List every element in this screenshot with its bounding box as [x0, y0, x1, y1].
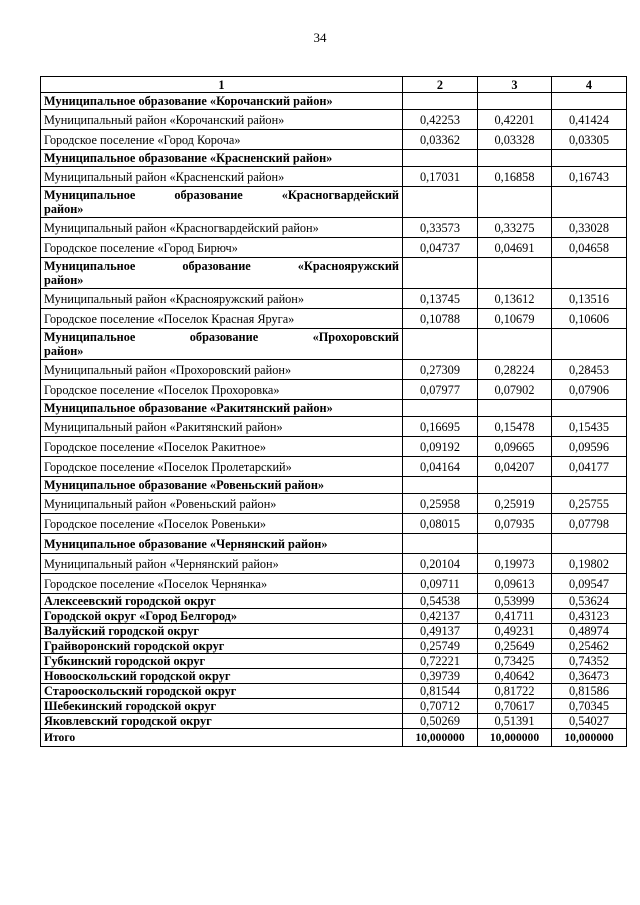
value-col-2: 0,72221 — [403, 654, 478, 669]
value-col-3: 0,15478 — [478, 417, 552, 437]
empty-cell — [403, 477, 478, 494]
value-col-3: 10,000000 — [478, 729, 552, 747]
value-col-2: 0,39739 — [403, 669, 478, 684]
section-title — [41, 150, 403, 167]
section-title — [41, 329, 403, 360]
section-title-line: район» — [44, 202, 84, 216]
header-col-3: 3 — [478, 77, 552, 93]
empty-cell — [478, 329, 552, 360]
value-col-4: 0,81586 — [552, 684, 627, 699]
value-col-4: 0,15435 — [552, 417, 627, 437]
total-row — [41, 729, 627, 747]
section-title — [41, 534, 403, 554]
row-label: Старооскольский городской округ — [41, 684, 403, 699]
empty-cell — [552, 150, 627, 167]
section-title-line: Муниципальное образование «Ракитянский район» — [44, 401, 333, 415]
value-col-3: 0,07902 — [478, 380, 552, 400]
value-col-2: 0,07977 — [403, 380, 478, 400]
section-title-line: Муниципальное образование «Прохоровский — [44, 330, 399, 344]
empty-cell — [552, 329, 627, 360]
value-col-3: 0,33275 — [478, 218, 552, 238]
value-col-4: 0,07798 — [552, 514, 627, 534]
row-label: Яковлевский городской округ — [41, 714, 403, 729]
row-label: Муниципальный район «Чернянский район» — [41, 554, 403, 574]
value-col-2: 0,03362 — [403, 130, 478, 150]
row-label: Грайворонский городской округ — [41, 639, 403, 654]
value-col-2: 0,81544 — [403, 684, 478, 699]
empty-cell — [478, 534, 552, 554]
okrug-row — [41, 684, 627, 699]
empty-cell — [552, 400, 627, 417]
empty-cell — [478, 93, 552, 110]
empty-cell — [478, 187, 552, 218]
row-label: Городское поселение «Город Бирюч» — [41, 238, 403, 258]
section-row — [41, 400, 627, 417]
value-col-3: 0,13612 — [478, 289, 552, 309]
value-col-4: 0,19802 — [552, 554, 627, 574]
value-col-2: 0,54538 — [403, 594, 478, 609]
data-row — [41, 238, 627, 258]
value-col-4: 0,09547 — [552, 574, 627, 594]
section-title-line: Муниципальное образование «Ровеньский район» — [44, 478, 325, 492]
row-label: Городское поселение «Город Короча» — [41, 130, 403, 150]
value-col-4: 0,04658 — [552, 238, 627, 258]
value-col-4: 0,13516 — [552, 289, 627, 309]
value-col-3: 0,04691 — [478, 238, 552, 258]
row-label: Муниципальный район «Красненский район» — [41, 167, 403, 187]
value-col-3: 0,49231 — [478, 624, 552, 639]
data-row — [41, 110, 627, 130]
empty-cell — [478, 477, 552, 494]
empty-cell — [403, 150, 478, 167]
coefficients-table — [40, 76, 627, 747]
data-row — [41, 457, 627, 477]
value-col-2: 0,04164 — [403, 457, 478, 477]
data-row — [41, 289, 627, 309]
section-row — [41, 187, 627, 218]
value-col-3: 0,73425 — [478, 654, 552, 669]
value-col-4: 0,53624 — [552, 594, 627, 609]
okrug-row — [41, 669, 627, 684]
row-label: Городское поселение «Поселок Прохоровка» — [41, 380, 403, 400]
value-col-4: 0,07906 — [552, 380, 627, 400]
value-col-2: 0,16695 — [403, 417, 478, 437]
data-row — [41, 360, 627, 380]
value-col-3: 0,10679 — [478, 309, 552, 329]
empty-cell — [552, 534, 627, 554]
value-col-2: 0,70712 — [403, 699, 478, 714]
value-col-3: 0,40642 — [478, 669, 552, 684]
value-col-2: 0,33573 — [403, 218, 478, 238]
value-col-3: 0,09613 — [478, 574, 552, 594]
okrug-row — [41, 609, 627, 624]
value-col-3: 0,51391 — [478, 714, 552, 729]
okrug-row — [41, 699, 627, 714]
row-label: Итого — [41, 729, 403, 747]
section-title-line: Муниципальное образование «Корочанский район» — [44, 94, 333, 108]
section-title — [41, 258, 403, 289]
value-col-2: 0,25749 — [403, 639, 478, 654]
data-row — [41, 437, 627, 457]
header-col-1: 1 — [41, 77, 403, 93]
header-col-2: 2 — [403, 77, 478, 93]
row-label: Городское поселение «Поселок Ровеньки» — [41, 514, 403, 534]
section-title-line: Муниципальное образование «Красногвардейский — [44, 188, 399, 202]
value-col-3: 0,70617 — [478, 699, 552, 714]
value-col-4: 0,41424 — [552, 110, 627, 130]
value-col-3: 0,41711 — [478, 609, 552, 624]
table-body — [41, 93, 627, 747]
value-col-3: 0,09665 — [478, 437, 552, 457]
value-col-4: 0,16743 — [552, 167, 627, 187]
section-title-line: Муниципальное образование «Красненский район» — [44, 151, 333, 165]
value-col-3: 0,16858 — [478, 167, 552, 187]
value-col-2: 0,09192 — [403, 437, 478, 457]
value-col-2: 0,50269 — [403, 714, 478, 729]
section-title-line: Муниципальное образование «Краснояружский — [44, 259, 399, 273]
empty-cell — [478, 258, 552, 289]
section-title-line: район» — [44, 273, 84, 287]
value-col-4: 0,09596 — [552, 437, 627, 457]
value-col-4: 0,33028 — [552, 218, 627, 238]
empty-cell — [403, 258, 478, 289]
empty-cell — [403, 187, 478, 218]
value-col-4: 0,10606 — [552, 309, 627, 329]
value-col-2: 0,13745 — [403, 289, 478, 309]
value-col-3: 0,03328 — [478, 130, 552, 150]
data-row — [41, 417, 627, 437]
section-title-line: Муниципальное образование «Чернянский район» — [44, 536, 328, 551]
empty-cell — [403, 400, 478, 417]
okrug-row — [41, 654, 627, 669]
page-number: 34 — [313, 30, 327, 45]
row-label: Муниципальный район «Ровеньский район» — [41, 494, 403, 514]
value-col-2: 0,10788 — [403, 309, 478, 329]
value-col-2: 0,27309 — [403, 360, 478, 380]
value-col-2: 10,000000 — [403, 729, 478, 747]
row-label: Муниципальный район «Прохоровский район» — [41, 360, 403, 380]
value-col-2: 0,42137 — [403, 609, 478, 624]
row-label: Городское поселение «Поселок Красная Яруга» — [41, 309, 403, 329]
row-label: Валуйский городской округ — [41, 624, 403, 639]
section-title — [41, 400, 403, 417]
section-row — [41, 477, 627, 494]
okrug-row — [41, 639, 627, 654]
value-col-2: 0,17031 — [403, 167, 478, 187]
value-col-3: 0,19973 — [478, 554, 552, 574]
value-col-3: 0,53999 — [478, 594, 552, 609]
empty-cell — [478, 150, 552, 167]
row-label: Новооскольский городской округ — [41, 669, 403, 684]
data-row — [41, 309, 627, 329]
empty-cell — [403, 534, 478, 554]
value-col-4: 0,48974 — [552, 624, 627, 639]
okrug-row — [41, 714, 627, 729]
value-col-3: 0,42201 — [478, 110, 552, 130]
value-col-3: 0,07935 — [478, 514, 552, 534]
data-row — [41, 574, 627, 594]
value-col-2: 0,42253 — [403, 110, 478, 130]
value-col-3: 0,25919 — [478, 494, 552, 514]
empty-cell — [403, 93, 478, 110]
row-label: Губкинский городской округ — [41, 654, 403, 669]
value-col-3: 0,81722 — [478, 684, 552, 699]
row-label: Муниципальный район «Ракитянский район» — [41, 417, 403, 437]
data-row — [41, 514, 627, 534]
value-col-2: 0,25958 — [403, 494, 478, 514]
value-col-4: 0,54027 — [552, 714, 627, 729]
value-col-2: 0,08015 — [403, 514, 478, 534]
value-col-4: 0,36473 — [552, 669, 627, 684]
value-col-4: 0,03305 — [552, 130, 627, 150]
section-row — [41, 329, 627, 360]
data-row — [41, 130, 627, 150]
okrug-row — [41, 624, 627, 639]
value-col-2: 0,09711 — [403, 574, 478, 594]
value-col-4: 0,43123 — [552, 609, 627, 624]
header-col-4: 4 — [552, 77, 627, 93]
row-label: Городское поселение «Поселок Чернянка» — [41, 574, 403, 594]
row-label: Шебекинский городской округ — [41, 699, 403, 714]
section-title — [41, 477, 403, 494]
value-col-4: 0,25462 — [552, 639, 627, 654]
empty-cell — [478, 400, 552, 417]
value-col-3: 0,28224 — [478, 360, 552, 380]
empty-cell — [552, 93, 627, 110]
row-label: Муниципальный район «Корочанский район» — [41, 110, 403, 130]
section-title-line: район» — [44, 344, 84, 358]
value-col-3: 0,04207 — [478, 457, 552, 477]
data-row — [41, 380, 627, 400]
table-header-row — [41, 77, 627, 93]
data-row — [41, 554, 627, 574]
okrug-row — [41, 594, 627, 609]
value-col-2: 0,04737 — [403, 238, 478, 258]
value-col-2: 0,20104 — [403, 554, 478, 574]
value-col-2: 0,49137 — [403, 624, 478, 639]
section-row — [41, 534, 627, 554]
value-col-3: 0,25649 — [478, 639, 552, 654]
empty-cell — [552, 477, 627, 494]
section-title — [41, 187, 403, 218]
section-row — [41, 258, 627, 289]
row-label: Городское поселение «Поселок Пролетарский» — [41, 457, 403, 477]
value-col-4: 0,74352 — [552, 654, 627, 669]
empty-cell — [403, 329, 478, 360]
value-col-4: 10,000000 — [552, 729, 627, 747]
data-row — [41, 218, 627, 238]
empty-cell — [552, 187, 627, 218]
data-row — [41, 167, 627, 187]
row-label: Городское поселение «Поселок Ракитное» — [41, 437, 403, 457]
value-col-4: 0,70345 — [552, 699, 627, 714]
section-row — [41, 93, 627, 110]
row-label: Городской округ «Город Белгород» — [41, 609, 403, 624]
section-row — [41, 150, 627, 167]
row-label: Муниципальный район «Красногвардейский район» — [41, 218, 403, 238]
section-title — [41, 93, 403, 110]
value-col-4: 0,25755 — [552, 494, 627, 514]
value-col-4: 0,04177 — [552, 457, 627, 477]
value-col-4: 0,28453 — [552, 360, 627, 380]
data-row — [41, 494, 627, 514]
empty-cell — [552, 258, 627, 289]
row-label: Муниципальный район «Краснояружский район» — [41, 289, 403, 309]
row-label: Алексеевский городской округ — [41, 594, 403, 609]
